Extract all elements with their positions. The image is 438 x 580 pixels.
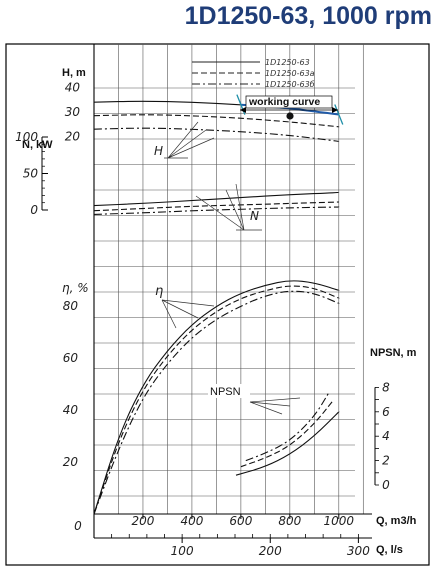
eff-tick-label: 80	[62, 299, 78, 313]
working-curve-label: working curve	[249, 96, 321, 108]
x-tick-label: 600	[229, 514, 253, 528]
npsh-curve-label: NPSN	[210, 386, 241, 398]
x-tick-label: 400	[180, 514, 204, 528]
power-curve-label: N	[250, 209, 259, 223]
eff-tick-label: 20	[62, 455, 78, 469]
working-curve-arrow-right	[332, 107, 338, 113]
head-leader-lines	[164, 122, 214, 158]
head-tick-label: 30	[64, 105, 80, 119]
npsh-series-1	[236, 412, 339, 475]
x2-tick-label: 200	[258, 544, 282, 558]
x2-tick-label: 100	[170, 544, 194, 558]
duty-point	[286, 112, 293, 119]
eff-axis-title: η, %	[62, 281, 89, 295]
legend-entry-2: 1D1250-63a	[265, 69, 315, 78]
head-tick-label: 20	[64, 129, 80, 144]
x-axis-title: Q, m3/h	[376, 515, 417, 527]
legend-entry-1: 1D1250-63	[265, 58, 310, 67]
head-axis-title: H, m	[62, 67, 86, 79]
eff-tick-label: 40	[62, 403, 78, 417]
head-curve-label: H	[154, 144, 164, 158]
power-axis-title: N, kW	[22, 139, 53, 151]
x-tick-label: 800	[278, 514, 302, 528]
axis-titles	[22, 67, 417, 556]
npsh-leader-lines	[250, 398, 300, 414]
npsh-tick-label: 2	[382, 453, 390, 468]
x-tick-label: 200	[131, 514, 155, 528]
npsh-series-2	[241, 400, 334, 467]
npsh-tick-label: 6	[382, 404, 390, 419]
eff-tick-label: 60	[62, 351, 78, 365]
npsh-axis-title	[370, 347, 417, 359]
npsh-tick-label: 4	[382, 429, 390, 444]
legend-entry-3: 1D1250-63б	[265, 80, 315, 89]
power-tick-label: 100	[15, 130, 38, 144]
npsh-tick-label: 0	[382, 478, 390, 492]
power-leader-lines	[196, 184, 262, 230]
npsh-tick-label: 8	[382, 380, 390, 395]
power-tick-label: 0	[30, 203, 38, 217]
x2-axis-title: Q, l/s	[376, 544, 403, 556]
power-tick-label: 50	[22, 166, 38, 181]
annotations	[154, 96, 338, 414]
series-layer	[94, 95, 343, 514]
head-tick-label: 40	[64, 80, 80, 95]
npsh-axis-title-text: NPSN, m	[370, 347, 417, 359]
x-tick-label: 1000	[323, 514, 355, 528]
eff-curve-label: η	[155, 284, 164, 299]
x-tick-label: 0	[74, 519, 82, 533]
legend	[192, 58, 315, 89]
page-title: 1D1250-63, 1000 rpm	[184, 2, 432, 30]
x2-tick-label: 300	[346, 544, 370, 558]
